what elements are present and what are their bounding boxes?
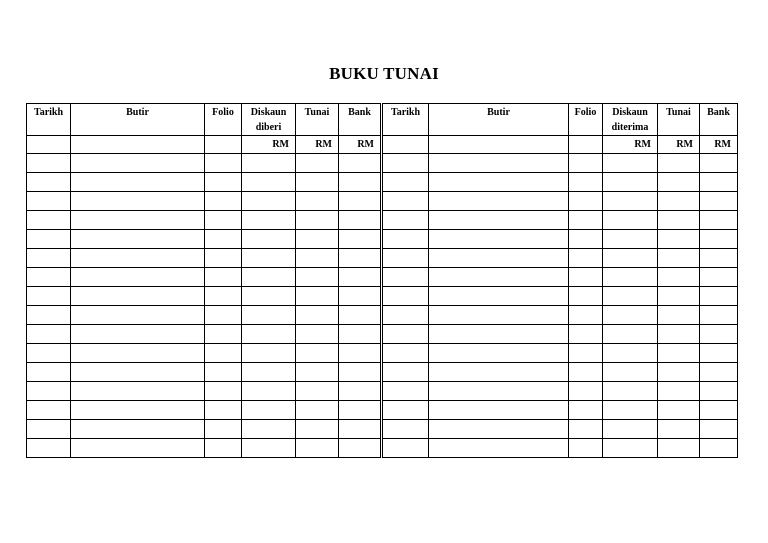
- ledger-cell[interactable]: [658, 268, 700, 287]
- ledger-cell[interactable]: [71, 268, 205, 287]
- ledger-cell[interactable]: [296, 401, 339, 420]
- credit-tunai-unit: RM: [658, 136, 700, 154]
- ledger-cell[interactable]: [700, 211, 738, 230]
- cell: [429, 136, 569, 154]
- table-row: [27, 420, 738, 439]
- ledger-cell[interactable]: [382, 287, 429, 306]
- ledger-cell[interactable]: [27, 439, 71, 458]
- ledger-cell[interactable]: [205, 211, 242, 230]
- table-row: [27, 344, 738, 363]
- ledger-cell[interactable]: [205, 287, 242, 306]
- ledger-cell[interactable]: [569, 211, 603, 230]
- ledger-cell[interactable]: [27, 382, 71, 401]
- ledger-cell[interactable]: [382, 382, 429, 401]
- ledger-cell[interactable]: [569, 401, 603, 420]
- ledger-cell[interactable]: [205, 420, 242, 439]
- ledger-cell[interactable]: [429, 230, 569, 249]
- ledger-cell[interactable]: [603, 420, 658, 439]
- ledger-cell[interactable]: [339, 154, 382, 173]
- ledger-cell[interactable]: [27, 268, 71, 287]
- ledger-cell[interactable]: [71, 382, 205, 401]
- ledger-cell[interactable]: [242, 306, 296, 325]
- ledger-cell[interactable]: [429, 363, 569, 382]
- ledger-cell[interactable]: [429, 306, 569, 325]
- ledger-cell[interactable]: [71, 154, 205, 173]
- ledger-cell[interactable]: [71, 192, 205, 211]
- ledger-cell[interactable]: [603, 401, 658, 420]
- cell: [569, 136, 603, 154]
- ledger-cell[interactable]: [569, 420, 603, 439]
- ledger-cell[interactable]: [296, 268, 339, 287]
- ledger-cell[interactable]: [71, 344, 205, 363]
- ledger-cell[interactable]: [603, 192, 658, 211]
- ledger-cell[interactable]: [382, 344, 429, 363]
- ledger-cell[interactable]: [603, 154, 658, 173]
- ledger-cell[interactable]: [296, 211, 339, 230]
- ledger-cell[interactable]: [27, 192, 71, 211]
- ledger-cell[interactable]: [569, 154, 603, 173]
- debit-bank-header: Bank: [339, 104, 382, 136]
- ledger-cell[interactable]: [242, 154, 296, 173]
- credit-folio-header: Folio: [569, 104, 603, 136]
- ledger-cell[interactable]: [658, 344, 700, 363]
- table-row: [27, 363, 738, 382]
- ledger-cell[interactable]: [71, 173, 205, 192]
- ledger-cell[interactable]: [658, 192, 700, 211]
- ledger-cell[interactable]: [569, 268, 603, 287]
- ledger-cell[interactable]: [429, 344, 569, 363]
- credit-bank-unit: RM: [700, 136, 738, 154]
- ledger-cell[interactable]: [603, 363, 658, 382]
- page-title: BUKU TUNAI: [329, 64, 439, 83]
- ledger-cell[interactable]: [382, 192, 429, 211]
- ledger-cell[interactable]: [242, 420, 296, 439]
- ledger-cell[interactable]: [71, 249, 205, 268]
- ledger-cell[interactable]: [339, 173, 382, 192]
- ledger-cell[interactable]: [27, 230, 71, 249]
- ledger-cell[interactable]: [205, 154, 242, 173]
- debit-diskaun-header: Diskaun diberi: [242, 104, 296, 136]
- debit-tarikh-header: Tarikh: [27, 104, 71, 136]
- ledger-cell[interactable]: [205, 363, 242, 382]
- ledger-cell[interactable]: [429, 325, 569, 344]
- credit-tunai-header: Tunai: [658, 104, 700, 136]
- credit-tarikh-header: Tarikh: [382, 104, 429, 136]
- ledger-cell[interactable]: [296, 287, 339, 306]
- ledger-cell[interactable]: [296, 420, 339, 439]
- ledger-cell[interactable]: [71, 439, 205, 458]
- ledger-cell[interactable]: [382, 268, 429, 287]
- ledger-cell[interactable]: [205, 344, 242, 363]
- ledger-cell[interactable]: [429, 439, 569, 458]
- ledger-cell[interactable]: [382, 154, 429, 173]
- table-row: [27, 401, 738, 420]
- ledger-cell[interactable]: [339, 363, 382, 382]
- ledger-cell[interactable]: [242, 230, 296, 249]
- credit-diskaun-header: Diskaun diterima: [603, 104, 658, 136]
- ledger-cell[interactable]: [700, 173, 738, 192]
- ledger-cell[interactable]: [569, 192, 603, 211]
- ledger-cell[interactable]: [603, 287, 658, 306]
- ledger-cell[interactable]: [27, 306, 71, 325]
- ledger-cell[interactable]: [296, 306, 339, 325]
- ledger-cell[interactable]: [242, 249, 296, 268]
- ledger-cell[interactable]: [71, 420, 205, 439]
- ledger-cell[interactable]: [429, 382, 569, 401]
- ledger-cell[interactable]: [700, 344, 738, 363]
- ledger-cell[interactable]: [71, 401, 205, 420]
- ledger-cell[interactable]: [296, 249, 339, 268]
- ledger-cell[interactable]: [603, 211, 658, 230]
- ledger-cell[interactable]: [242, 287, 296, 306]
- cell: [205, 136, 242, 154]
- ledger-cell[interactable]: [429, 154, 569, 173]
- ledger-cell[interactable]: [242, 344, 296, 363]
- ledger-cell[interactable]: [339, 325, 382, 344]
- ledger-cell[interactable]: [603, 325, 658, 344]
- cell: [71, 136, 205, 154]
- ledger-cell[interactable]: [658, 363, 700, 382]
- ledger-cell[interactable]: [205, 268, 242, 287]
- ledger-cell[interactable]: [205, 306, 242, 325]
- ledger-cell[interactable]: [382, 439, 429, 458]
- ledger-cell[interactable]: [382, 401, 429, 420]
- ledger-cell[interactable]: [429, 249, 569, 268]
- ledger-cell[interactable]: [205, 382, 242, 401]
- ledger-cell[interactable]: [27, 344, 71, 363]
- ledger-cell[interactable]: [27, 287, 71, 306]
- ledger-cell[interactable]: [296, 382, 339, 401]
- cell: [27, 136, 71, 154]
- ledger-cell[interactable]: [700, 268, 738, 287]
- table-row: [27, 230, 738, 249]
- ledger-cell[interactable]: [242, 401, 296, 420]
- ledger-cell[interactable]: [71, 230, 205, 249]
- ledger-cell[interactable]: [242, 382, 296, 401]
- ledger-cell[interactable]: [382, 173, 429, 192]
- debit-diskaun-unit: RM: [242, 136, 296, 154]
- ledger-cell[interactable]: [700, 154, 738, 173]
- ledger-cell[interactable]: [296, 325, 339, 344]
- credit-diskaun-unit: RM: [603, 136, 658, 154]
- ledger-cell[interactable]: [339, 230, 382, 249]
- ledger-cell[interactable]: [382, 211, 429, 230]
- ledger-cell[interactable]: [700, 249, 738, 268]
- cell: [382, 136, 429, 154]
- table-row: [27, 268, 738, 287]
- ledger-cell[interactable]: [429, 173, 569, 192]
- ledger-cell[interactable]: [658, 306, 700, 325]
- ledger-cell[interactable]: [27, 173, 71, 192]
- ledger-cell[interactable]: [242, 268, 296, 287]
- ledger-cell[interactable]: [382, 249, 429, 268]
- ledger-cell[interactable]: [339, 420, 382, 439]
- ledger-cell[interactable]: [569, 287, 603, 306]
- ledger-cell[interactable]: [205, 439, 242, 458]
- debit-tunai-header: Tunai: [296, 104, 339, 136]
- ledger-cell[interactable]: [296, 344, 339, 363]
- ledger-cell[interactable]: [700, 439, 738, 458]
- ledger-cell[interactable]: [700, 325, 738, 344]
- credit-bank-header: Bank: [700, 104, 738, 136]
- ledger-cell[interactable]: [658, 249, 700, 268]
- ledger-cell[interactable]: [429, 401, 569, 420]
- ledger-cell[interactable]: [658, 173, 700, 192]
- ledger-cell[interactable]: [429, 420, 569, 439]
- ledger-cell[interactable]: [569, 363, 603, 382]
- ledger-cell[interactable]: [339, 439, 382, 458]
- ledger-cell[interactable]: [603, 382, 658, 401]
- ledger-cell[interactable]: [205, 249, 242, 268]
- ledger-cell[interactable]: [339, 306, 382, 325]
- ledger-cell[interactable]: [658, 287, 700, 306]
- ledger-cell[interactable]: [658, 382, 700, 401]
- debit-bank-unit: RM: [339, 136, 382, 154]
- ledger-cell[interactable]: [296, 192, 339, 211]
- ledger-cell[interactable]: [658, 420, 700, 439]
- ledger-cell[interactable]: [382, 230, 429, 249]
- ledger-cell[interactable]: [569, 230, 603, 249]
- ledger-cell[interactable]: [339, 344, 382, 363]
- ledger-cell[interactable]: [27, 325, 71, 344]
- ledger-cell[interactable]: [71, 287, 205, 306]
- ledger-cell[interactable]: [700, 420, 738, 439]
- debit-tunai-unit: RM: [296, 136, 339, 154]
- ledger-cell[interactable]: [603, 230, 658, 249]
- ledger-cell[interactable]: [71, 363, 205, 382]
- ledger-cell[interactable]: [603, 306, 658, 325]
- table-row: [27, 192, 738, 211]
- ledger-cell[interactable]: [27, 363, 71, 382]
- ledger-cell[interactable]: [569, 306, 603, 325]
- ledger-cell[interactable]: [603, 439, 658, 458]
- ledger-cell[interactable]: [242, 439, 296, 458]
- ledger-cell[interactable]: [658, 154, 700, 173]
- debit-folio-header: Folio: [205, 104, 242, 136]
- ledger-cell[interactable]: [71, 211, 205, 230]
- ledger-cell[interactable]: [339, 401, 382, 420]
- ledger-cell[interactable]: [242, 192, 296, 211]
- ledger-cell[interactable]: [429, 287, 569, 306]
- ledger-cell[interactable]: [700, 287, 738, 306]
- ledger-cell[interactable]: [242, 173, 296, 192]
- ledger-cell[interactable]: [658, 401, 700, 420]
- ledger-cell[interactable]: [27, 249, 71, 268]
- ledger-cell[interactable]: [205, 401, 242, 420]
- ledger-cell[interactable]: [382, 306, 429, 325]
- ledger-cell[interactable]: [429, 192, 569, 211]
- ledger-cell[interactable]: [603, 249, 658, 268]
- ledger-cell[interactable]: [569, 173, 603, 192]
- ledger-cell[interactable]: [382, 325, 429, 344]
- ledger-cell[interactable]: [429, 211, 569, 230]
- table-row: [27, 211, 738, 230]
- ledger-cell[interactable]: [569, 439, 603, 458]
- ledger-cell[interactable]: [339, 192, 382, 211]
- header-row: [27, 104, 738, 136]
- ledger-cell[interactable]: [700, 363, 738, 382]
- ledger-cell[interactable]: [658, 439, 700, 458]
- unit-row: [27, 136, 738, 154]
- ledger-cell[interactable]: [296, 363, 339, 382]
- ledger-cell[interactable]: [569, 344, 603, 363]
- ledger-cell[interactable]: [339, 249, 382, 268]
- table-row: [27, 382, 738, 401]
- table-row: [27, 325, 738, 344]
- table-row: [27, 439, 738, 458]
- ledger-cell[interactable]: [700, 230, 738, 249]
- ledger-cell[interactable]: [242, 211, 296, 230]
- ledger-cell[interactable]: [242, 325, 296, 344]
- debit-butir-header: Butir: [71, 104, 205, 136]
- ledger-cell[interactable]: [205, 325, 242, 344]
- ledger-cell[interactable]: [27, 211, 71, 230]
- ledger-cell[interactable]: [205, 230, 242, 249]
- ledger-cell[interactable]: [71, 306, 205, 325]
- credit-butir-header: Butir: [429, 104, 569, 136]
- ledger-cell[interactable]: [658, 211, 700, 230]
- ledger-cell[interactable]: [700, 192, 738, 211]
- ledger-cell[interactable]: [429, 268, 569, 287]
- cash-book-table: [26, 103, 738, 458]
- ledger-cell[interactable]: [339, 287, 382, 306]
- ledger-cell[interactable]: [296, 439, 339, 458]
- ledger-cell[interactable]: [339, 382, 382, 401]
- ledger-cell[interactable]: [27, 420, 71, 439]
- ledger-cell[interactable]: [27, 401, 71, 420]
- ledger-cell[interactable]: [569, 325, 603, 344]
- ledger-cell[interactable]: [700, 382, 738, 401]
- ledger-cell[interactable]: [603, 173, 658, 192]
- ledger-cell[interactable]: [603, 268, 658, 287]
- ledger-cell[interactable]: [700, 401, 738, 420]
- ledger-cell[interactable]: [569, 249, 603, 268]
- ledger-cell[interactable]: [296, 230, 339, 249]
- ledger-cell[interactable]: [658, 230, 700, 249]
- ledger-cell[interactable]: [569, 382, 603, 401]
- ledger-cell[interactable]: [339, 268, 382, 287]
- table-row: [27, 249, 738, 268]
- ledger-cell[interactable]: [296, 154, 339, 173]
- ledger-cell[interactable]: [382, 363, 429, 382]
- ledger-cell[interactable]: [205, 173, 242, 192]
- ledger-cell[interactable]: [27, 154, 71, 173]
- table-row: [27, 287, 738, 306]
- table-row: [27, 154, 738, 173]
- ledger-cell[interactable]: [205, 192, 242, 211]
- ledger-cell[interactable]: [71, 325, 205, 344]
- table-row: [27, 173, 738, 192]
- ledger-cell[interactable]: [296, 173, 339, 192]
- ledger-cell[interactable]: [339, 211, 382, 230]
- ledger-cell[interactable]: [700, 306, 738, 325]
- table-row: [27, 306, 738, 325]
- ledger-cell[interactable]: [603, 344, 658, 363]
- ledger-cell[interactable]: [658, 325, 700, 344]
- ledger-cell[interactable]: [382, 420, 429, 439]
- ledger-cell[interactable]: [242, 363, 296, 382]
